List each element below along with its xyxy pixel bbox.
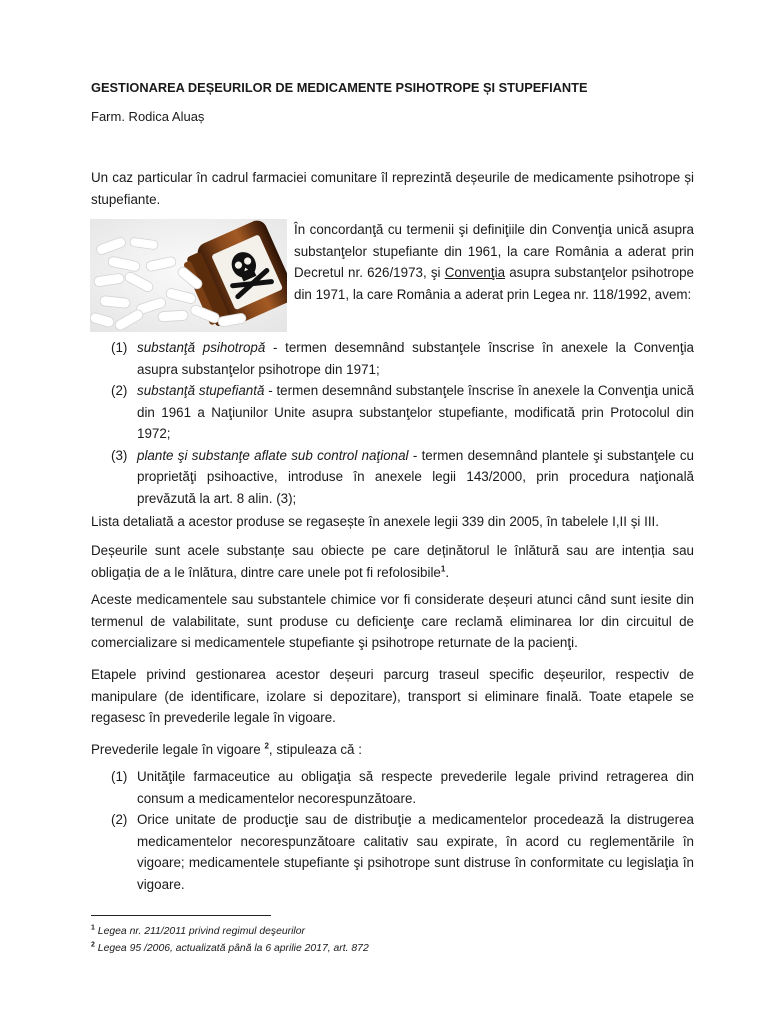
prevederi-list: [91, 766, 694, 895]
footnote-text: Legea nr. 211/2011 privind regimul deşeurilor: [94, 926, 305, 937]
list-number: (2): [111, 383, 128, 398]
list-item: [91, 809, 694, 895]
deseuri-paragraph: [91, 540, 694, 583]
footnotes: [91, 923, 694, 957]
definition-text: - termen desemnând plantele şi substanţele cu proprietăţi psihoactive, introduse în anexele legii 143/2000, prin procedura naţională prevăzută la art. 8 alin. (3);: [137, 447, 694, 506]
prevedere-text: Unităţile farmaceutice au obligaţia să respecte prevederile legale privind retragerea din consum a medicamentelor necorespunzătoare.: [137, 769, 694, 806]
list-item: [91, 380, 694, 445]
prevederi-intro-end: , stipuleaza că :: [268, 742, 362, 757]
footnote-divider: [91, 915, 271, 916]
list-item: [91, 337, 694, 380]
definition-text: - termen desemnând substanţele înscrise în anexele la Convenţia asupra substanţelor psihotrope din 1971;: [137, 340, 694, 377]
footnote-ref[interactable]: 2: [264, 741, 269, 751]
footnote-ref[interactable]: 1: [440, 564, 446, 574]
list-item: [91, 445, 694, 510]
definition-text: - termen desemnând substanţele înscrise în anexele la Convenţia unică din 1961 a Naţiunilor Unite asupra substanţelor stupefiante, modificată prin Protocolul din 1972;: [137, 383, 694, 441]
definition-term: substanţă psihotropă: [137, 340, 266, 355]
footnote: [91, 923, 694, 940]
definition-term: substanţă stupefiantă: [137, 383, 265, 398]
conventions-text-part2: asupra substanţelor psihotrope din 1971, la care România a aderat prin Legea nr. 118/1992, avem:: [294, 265, 694, 302]
pill-bottle-with-skull-and-crossbones-icon: [90, 219, 287, 332]
footnote-text: Legea 95 /2006, actualizată până la 6 aprilie 2017, art. 872: [94, 943, 369, 954]
aceste-paragraph: Aceste medicamentele sau substantele chimice vor fi considerate deșeuri atunci când sunt iesite din termenul de valabilitate, sunt produse cu deficienţe care reclamă eliminarea lor din circuitul de comercializare si medicamentele stupefiante şi psihotrope returnate de la pacienţi.: [91, 592, 694, 650]
conventions-paragraph: [294, 219, 694, 305]
document-title: GESTIONAREA DEȘEURILOR DE MEDICAMENTE PSIHOTROPE ȘI STUPEFIANTE: [91, 80, 588, 95]
deseuri-end: .: [445, 564, 450, 580]
intro-paragraph: Un caz particular în cadrul farmaciei comunitare îl reprezintă deșeurile de medicamente psihotrope și stupefiante.: [91, 170, 694, 207]
etape-paragraph: Etapele privind gestionarea acestor deșeuri parcurg traseul specific deșeurilor, respectiv de manipulare (de identificare, izolare si depozitare), transport si eliminare finală. Toate etapele se regasesc în prevederile legale în vigoare.: [91, 667, 694, 725]
prevedere-text: Orice unitate de producţie sau de distribuţie a medicamentelor procedează la distrugerea medicamentelor necorespunzătoare calitativ sau expirate, în acord cu reglementările în vigoare; medicamentele stupefiante şi psihotrope sunt distruse în conformitate cu legislaţia în vigoare.: [137, 812, 694, 892]
conventions-underlined-word: Convenţia: [444, 265, 506, 280]
definitions-list: [91, 337, 694, 509]
prevederi-intro-text: Prevederile legale în vigoare: [91, 742, 265, 757]
definition-term: plante şi substanţe aflate sub control naţional: [137, 447, 409, 463]
document-author: Farm. Rodica Aluaș: [91, 109, 205, 124]
list-number: (3): [111, 447, 128, 463]
footnote: [91, 940, 694, 957]
list-number: (1): [111, 340, 128, 355]
deseuri-text: Deșeurile sunt acele substanțe sau obiecte pe care deținătorul le înlătură sau are intenția sau obligația de a le înlătura, dintre care unele pot fi refolosibile: [91, 543, 694, 580]
lista-paragraph: Lista detaliată a acestor produse se regasește în anexele legii 339 din 2005, în tabelele I,II și III.: [91, 514, 659, 529]
list-item: [91, 766, 694, 809]
prevederi-intro-paragraph: [91, 739, 694, 761]
list-number: (1): [111, 769, 128, 784]
footnote-number: 1: [91, 924, 95, 932]
conventions-text-part1: În concordanţă cu termenii şi definiţiile din Convenţia unică asupra substanţelor stupefiante din 1961, la care România a aderat prin Decretul nr. 626/1973, şi: [294, 222, 694, 280]
footnote-number: 2: [91, 941, 95, 949]
pill-bottle-skull-image: [90, 219, 287, 332]
list-number: (2): [111, 812, 128, 827]
